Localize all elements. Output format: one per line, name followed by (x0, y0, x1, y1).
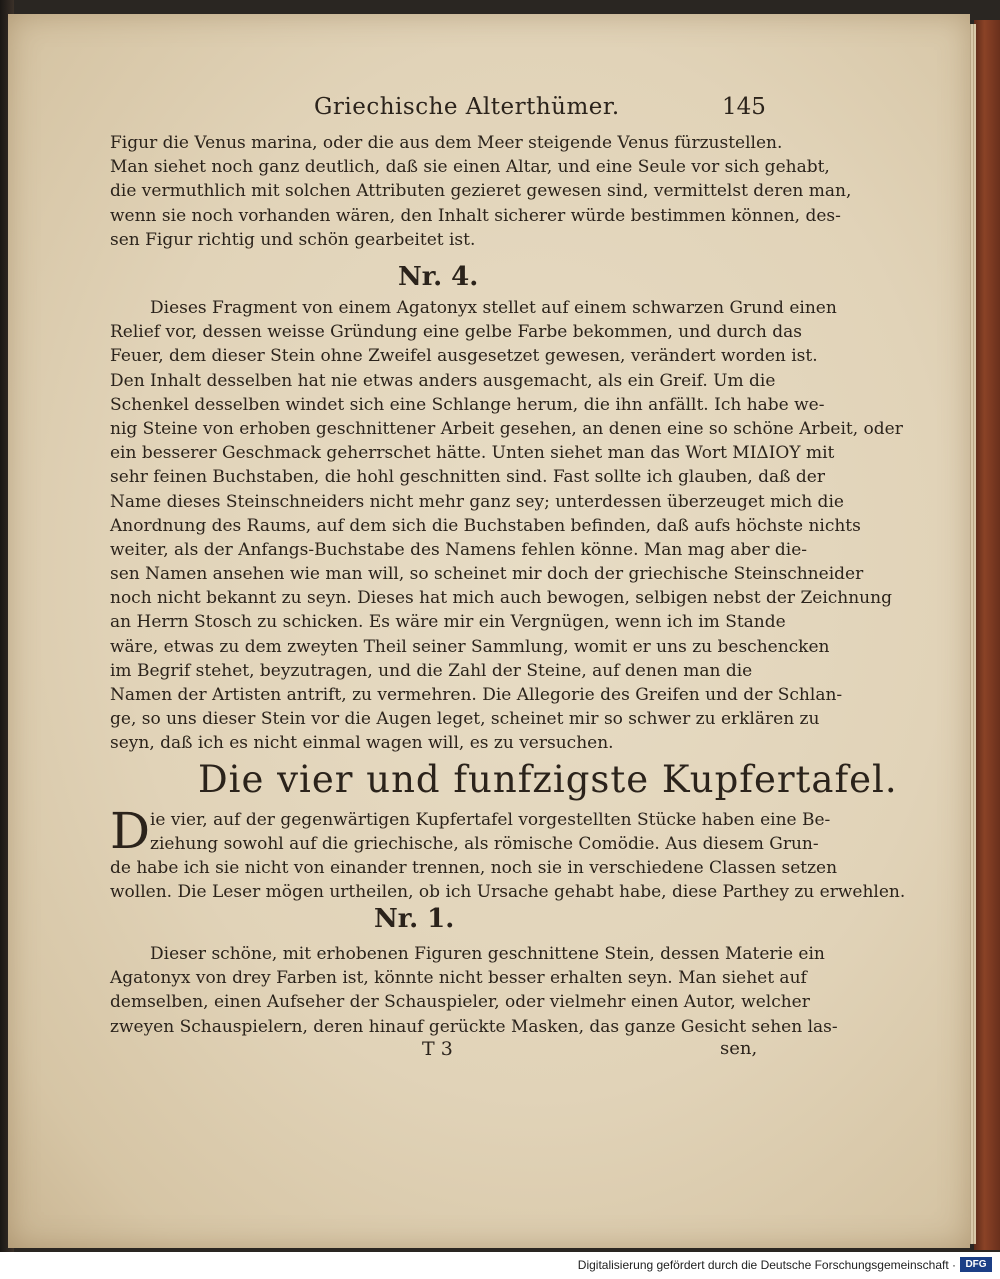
paragraph-top (110, 131, 852, 252)
text-line: Man siehet noch ganz deutlich, daß sie einen Altar, und eine Seule vor sich gehabt, (110, 157, 830, 178)
text-line: Dieser schöne, mit erhobenen Figuren geschnittene Stein, dessen Materie ein (150, 944, 825, 964)
drop-cap: D (110, 802, 151, 860)
text-line: wenn sie noch vorhanden wären, den Inhalt sicherer würde bestimmen können, des- (110, 205, 841, 226)
text-line: wäre, etwas zu dem zweyten Theil seiner Sammlung, womit er uns zu beschencken (110, 636, 830, 657)
text-line: weiter, als der Anfangs-Buchstabe des Namens fehlen könne. Man mag aber die- (110, 539, 808, 560)
text-line: im Begrif stehet, beyzutragen, und die Zahl der Steine, auf denen man die (110, 660, 753, 681)
text-line: Anordnung des Raums, auf dem sich die Buchstaben befinden, daß aufs höchste nichts (110, 515, 861, 536)
text-line: sen Figur richtig und schön gearbeitet ist. (110, 229, 476, 250)
text-line: an Herrn Stosch zu schicken. Es wäre mir ein Vergnügen, wenn ich im Stande (110, 612, 786, 633)
signature-mark: T 3 (422, 1038, 453, 1060)
text-line: sehr feinen Buchstaben, die hohl geschnitten sind. Fast sollte ich glauben, daß der (110, 467, 825, 488)
paragraph-section-intro-a (150, 808, 831, 856)
text-line: ein besserer Geschmack geherrschet hätte. Unten siehet man das Wort ΜΙΔΙΟΥ mit (110, 443, 835, 464)
catchword: sen, (720, 1038, 758, 1059)
text-line: Figur die Venus marina, oder die aus dem Meer steigende Venus fürzustellen. (110, 133, 783, 153)
text-line: Den Inhalt desselben hat nie etwas anders ausgemacht, als ein Greif. Um die (110, 370, 776, 391)
paragraph-nr-1 (110, 942, 838, 1039)
text-line: Feuer, dem dieser Stein ohne Zweifel ausgesetzet gewesen, verändert worden ist. (110, 346, 818, 367)
text-line: de habe ich sie nicht von einander trennen, noch sie in verschiedene Classen setzen (110, 858, 838, 878)
text-line: ge, so uns dieser Stein vor die Augen leget, scheinet mir so schwer zu erklären zu (110, 709, 820, 730)
text-line: Namen der Artisten antrift, zu vermehren. Die Allegorie des Greifen und der Schlan- (110, 685, 843, 705)
text-line: Agatonyx von drey Farben ist, könnte nicht besser erhalten seyn. Man siehet auf (110, 968, 807, 989)
text-line: sen Namen ansehen wie man will, so scheinet mir doch der griechische Steinschneider (110, 564, 864, 585)
text-line: seyn, daß ich es nicht einmal wagen will, es zu versuchen. (110, 733, 614, 754)
text-line: demselben, einen Aufseher der Schauspieler, oder vielmehr einen Autor, welcher (110, 992, 810, 1013)
text-line: ziehung sowohl auf die griechische, als römische Comödie. Aus diesem Grun- (150, 834, 819, 855)
heading-nr-4: Nr. 4. (398, 262, 479, 292)
text-line: Dieses Fragment von einem Agatonyx stellet auf einem schwarzen Grund einen (150, 298, 837, 318)
paragraph-section-intro-b (110, 856, 906, 904)
text-line: Name dieses Steinschneiders nicht mehr ganz sey; unterdessen überzeuget mich die (110, 491, 844, 512)
section-heading: Die vier und funfzigste Kupfertafel. (198, 758, 898, 801)
text-line: Relief vor, dessen weisse Gründung eine gelbe Farbe bekommen, und durch das (110, 322, 803, 343)
text-line: nig Steine von erhoben geschnittener Arbeit gesehen, an denen eine so schöne Arbeit, oder (110, 418, 903, 439)
page-number: 145 (722, 94, 766, 120)
heading-nr-1: Nr. 1. (374, 904, 455, 934)
text-line: Schenkel desselben windet sich eine Schlange herum, die ihn anfällt. Ich habe we- (110, 394, 825, 415)
text-line: die vermuthlich mit solchen Attributen gezieret gewesen sind, vermittelst deren man, (110, 181, 852, 202)
running-title: Griechische Alterthümer. (314, 94, 620, 120)
text-line: ie vier, auf der gegenwärtigen Kupfertafel vorgestellten Stücke haben eine Be- (150, 810, 831, 830)
text-line: wollen. Die Leser mögen urtheilen, ob ich Ursache gehabt habe, diese Parthey zu erwehlen. (110, 882, 906, 903)
text-line: noch nicht bekannt zu seyn. Dieses hat mich auch bewogen, selbigen nebst der Zeichnung (110, 588, 892, 609)
paragraph-nr-4 (110, 296, 903, 756)
dfg-logo: DFG (960, 1257, 992, 1272)
book-cover-edge (974, 20, 1000, 1250)
footer-credit: Digitalisierung gefördert durch die Deutsche Forschungsgemeinschaft · (577, 1258, 956, 1272)
text-line: zweyen Schauspielern, deren hinauf gerückte Masken, das ganze Gesicht sehen las- (110, 1016, 838, 1037)
